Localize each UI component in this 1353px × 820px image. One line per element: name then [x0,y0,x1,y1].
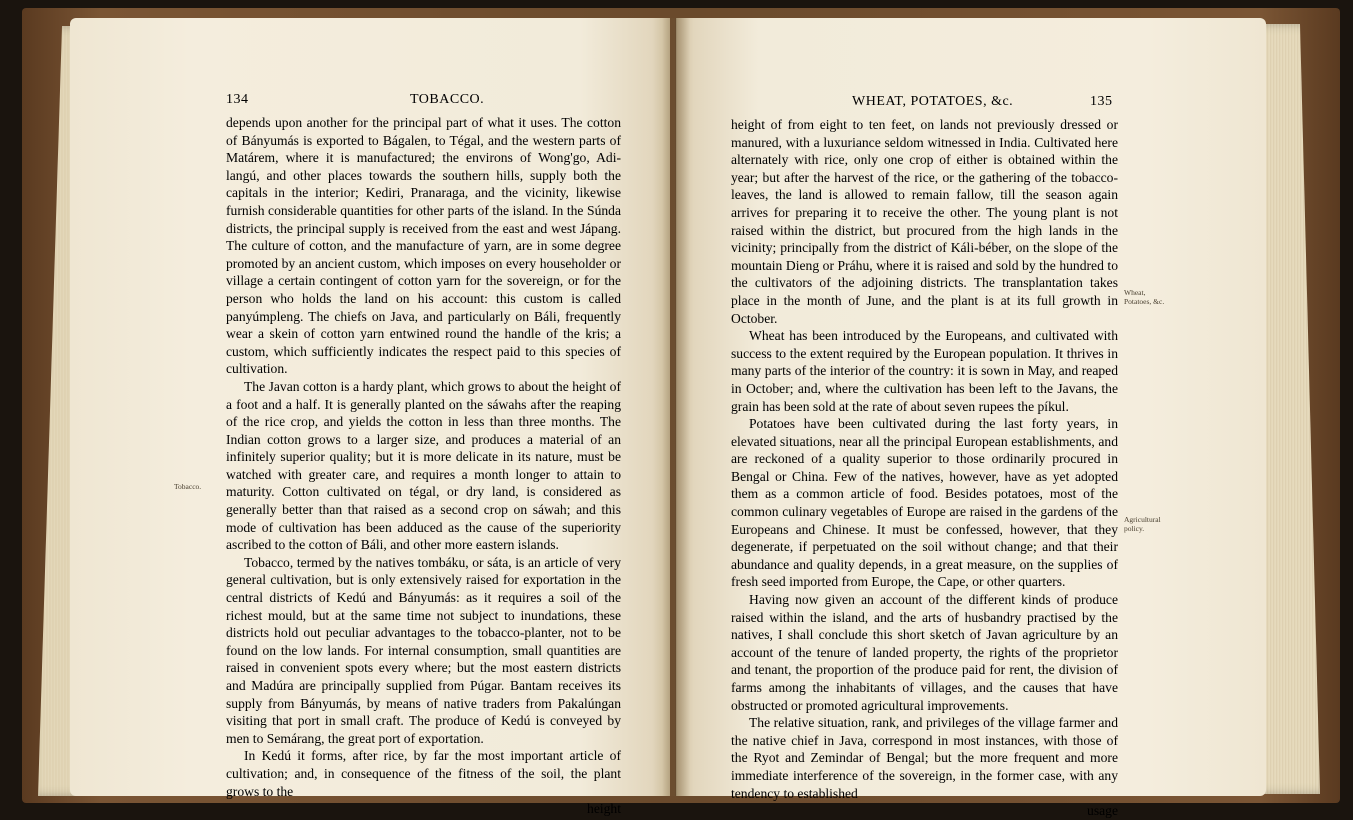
left-margin-note-tobacco: Tobacco. [174,482,202,491]
right-running-head: WHEAT, POTATOES, &c. [852,94,1014,109]
left-running-head: TOBACCO. [410,92,485,107]
right-paragraph-5: The relative situation, rank, and privileges of the village farmer and the native chief in Java, correspond in most instances, with those of the Ryot and Zemindar of Bengal; but the more frequent and more immediate interference of the sovereign, in the former case, with any tendency to established [731,715,1118,801]
left-catchword: height [587,801,621,817]
right-paragraph-3: Potatoes have been cultivated during the last forty years, in elevated situations, near all the principal European establishments, and are reckoned of a quality superior to those ordinarily procured in Bengal or China. Few of the natives, however, have as yet adopted them as a common article of food. Besides potatoes, most of the common culinary vegetables of Europe are raised in the gardens of the Europeans and Chinese. It must be confessed, however, that they degenerate, if perpetuated on the soil without change; and that their abundance and quality depends, in a great measure, on the supplies of fresh seed imported from Europe, the Cape, or other quarters. [731,416,1118,590]
right-paragraph-2: Wheat has been introduced by the Europeans, and cultivated with success to the extent required by the European population. It thrives in many parts of the interior of the country: it is sown in May, and reaped in October; and, where the cultivation has been left to the Javans, the grain has been sold at the rate of about seven rupees the píkul. [731,328,1118,414]
left-paragraph-3: Tobacco, termed by the natives tombáku, or sáta, is an article of very general cultivation, but is only extensively raised for exportation in the central districts of Kedú and Bányumás: as it requires a soil of the richest mould, but at the same time not subject to inundations, these districts hold out peculiar advantages to the tobacco-planter, not to be found on the low lands. For internal consumption, small quantities are raised in convenient spots every where; but the most eastern districts and Madúra are principally supplied from Púgar. Bantam receives its supply from Bányumás, by means of native traders from Pakalúngan visiting that port in small craft. The produce of Kedú is conveyed by men to Semárang, the great port of exportation. [226,554,621,746]
left-paragraph-1: depends upon another for the principal part of what it uses. The cotton of Bányumás is exported to Bágalen, to Tégal, and the western parts of Matárem, where it is manufactured; the environs of Wong'go, Adi-langú, and other places towards the southern hills, supply both the capitals in the interior; Kediri, Pranaraga, and the vicinity, likewise furnish considerable quantities for other parts of the island. In the Súnda districts, the principal supply is received from the east and west Jápang. The culture of cotton, and the manufacture of yarn, are in some degree promoted by an ancient custom, which imposes on every householder or village a certain contingent of cotton yarn for the sovereign, or for the person who holds the land on his account: this custom is called panyúmpleng. The chiefs on Java, and particularly on Báli, frequently wear a skein of cotton yarn entwined round the handle of the kris; a custom, which sufficiently indicates the respect paid to this species of cultivation. [226,115,621,377]
left-page-body [226,114,621,818]
right-margin-note-wheat: Wheat, Potatoes, &c. [1124,288,1165,306]
left-page-number: 134 [226,92,249,107]
right-catchword: usage [1087,803,1118,819]
right-page-body [731,116,1118,820]
right-page-number: 135 [1090,94,1113,109]
left-paragraph-2: The Javan cotton is a hardy plant, which grows to about the height of a foot and a half. It is generally planted on the sáwahs after the reaping of the rice crop, and yields the cotton in less than three months. The Indian cotton grows to a larger size, and produces a material of an infinitely superior quality; but it is more delicate in its nature, must be watched with greater care, and requires a month longer to attain to maturity. Cotton cultivated on tégal, or dry land, is considered as generally better than that raised as a second crop on sáwah; and this mode of cultivation has been adduced as the cause of the superiority ascribed to the cotton of Báli, and other more eastern islands. [226,378,621,553]
right-paragraph-4: Having now given an account of the different kinds of produce raised within the island, and the arts of husbandry practised by the natives, I shall conclude this short sketch of Javan agriculture by an account of the tenure of landed property, the rights of the proprietor and tenant, the proportion of the produce paid for rent, the division of farms among the inhabitants of villages, and the causes that have obstructed or promoted agricultural improvements. [731,592,1118,713]
book-gutter [662,18,690,796]
right-paragraph-1: height of from eight to ten feet, on lands not previously dressed or manured, with a luxuriance seldom witnessed in India. Cultivated here alternately with rice, only one crop of either is obtained within the year; but after the harvest of the rice, or the gathering of the tobacco-leaves, the land is allowed to remain fallow, till the season again arrives for preparing it to receive the other. The young plant is not raised within the district, but procured from the high lands in the vicinity; principally from the district of Káli-béber, on the slope of the mountain Dieng or Práhu, where it is raised and sold by the hundred to the cultivators of the adjoining districts. The transplantation takes place in the month of June, and the plant is at its full growth in October. [731,117,1118,326]
right-margin-note-agricultural: Agricultural policy. [1124,515,1161,533]
left-paragraph-4: In Kedú it forms, after rice, by far the most important article of cultivation; and, in consequence of the fitness of the soil, the plant grows to the [226,748,621,799]
